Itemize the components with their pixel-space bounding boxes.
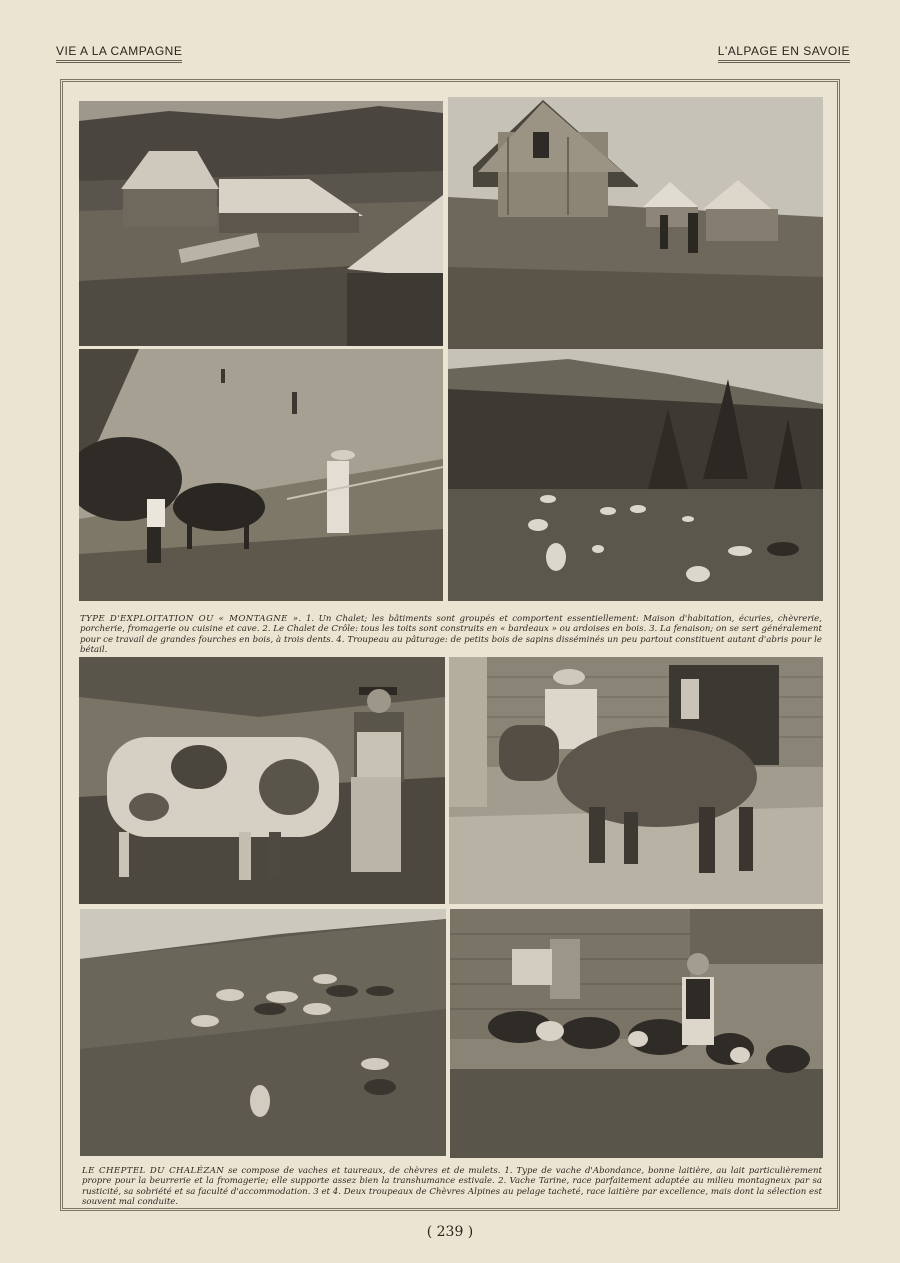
photo-chevres-alpines-2 [450, 909, 823, 1158]
photo-chalet [79, 101, 443, 346]
photo-fenaison [79, 349, 443, 601]
running-header-right: L'ALPAGE EN SAVOIE [718, 44, 850, 63]
caption-text: se compose de vaches et taureaux, de chèvres et de mulets. 1. Type de vache d'Abondance, bonne laitière, au lait particulièrement propre pour la beurrerie et la fromagerie; elle supporte assez bien la transhumance estivale. 2. Vache Tarine, race parfaitement adaptée au milieu montagneux par sa rusticité, sa sobriété et sa faculté d'accommodation. 3 et 4. Deux troupeaux de Chèvres Alpines au pelage tacheté, race laitière par excellence, mais dont la sélection est souvent mal conduite. [82, 1166, 823, 1208]
caption-cheptel-chalezan [82, 1166, 823, 1208]
photo-troupeau-paturage [448, 349, 823, 601]
photo-vache-abondance [79, 657, 445, 904]
caption-lead: TYPE D'EXPLOITATION OU « MONTAGNE ». [80, 614, 302, 624]
photo-chevres-alpines-1 [80, 909, 446, 1156]
page-number: ( 239 ) [426, 1224, 474, 1240]
running-header-left: VIE A LA CAMPAGNE [56, 44, 182, 63]
caption-text: 1. Un Chalet; les bâtiments sont groupés et comportent essentiellement: Maison d'habitation, écuries, chèvrerie, porcherie, fromagerie ou cuisine et cave. 2. Le Chalet de Crôle: tous les toits sont construits en « bardeaux » ou ardoises en bois. 3. La fenaison; on se sert généralement pour ce travail de grandes fourches en bois, à trois dents. 4. Troupeau au pâturage: de petits bois de sapins disséminés un peu partout constituent autant d'abris pour le bétail. [80, 614, 822, 656]
photo-vache-tarine [449, 657, 823, 904]
photo-chalet-de-crole [448, 97, 823, 349]
caption-type-exploitation [80, 614, 822, 656]
caption-lead: LE CHEPTEL DU CHALÉZAN [82, 1166, 225, 1176]
